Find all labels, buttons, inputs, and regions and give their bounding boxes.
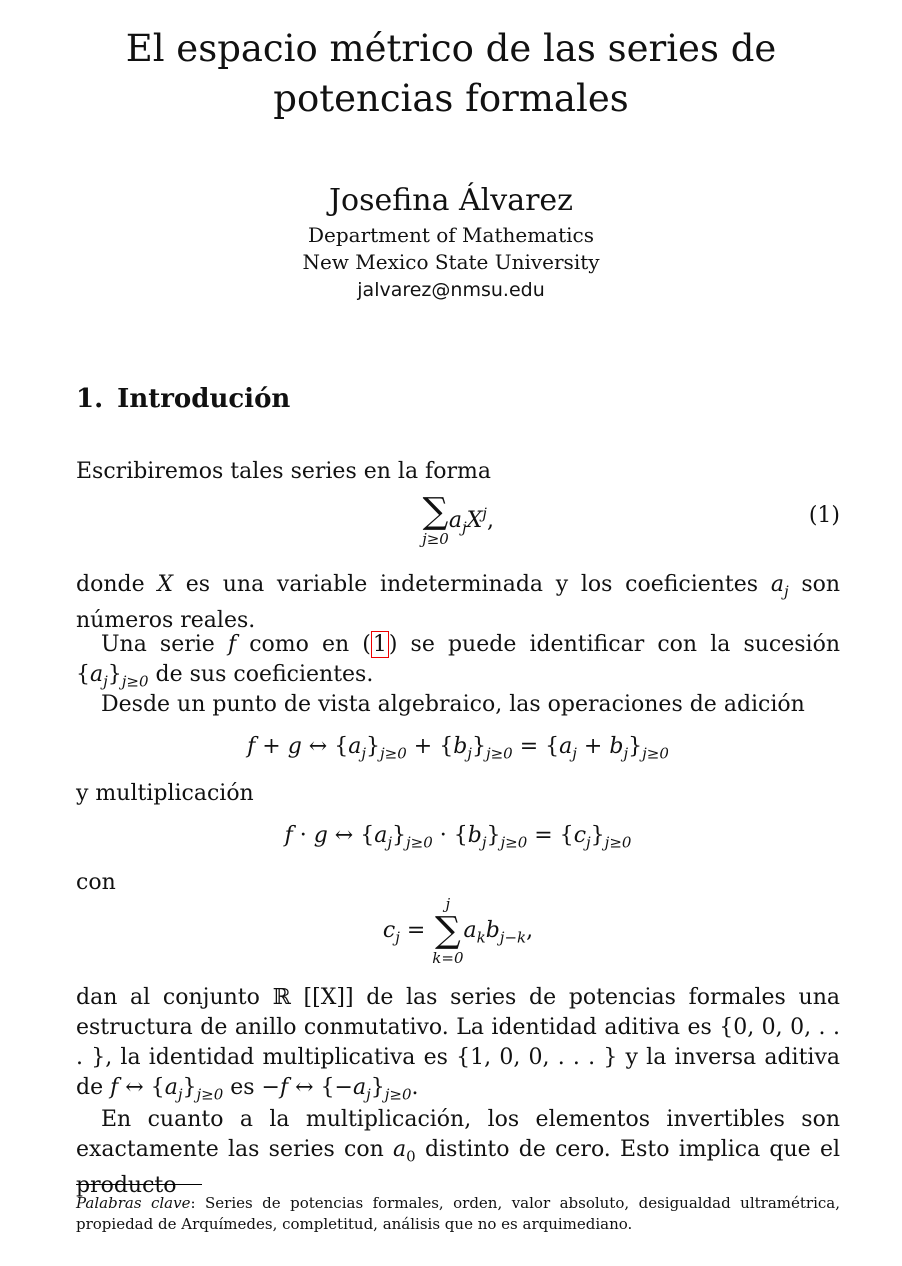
equation-1: ∑ j≥0 $a_jX^j$, (422, 491, 494, 548)
author-email: jalvarez@nmsu.edu (357, 279, 545, 301)
paragraph-1: Escribiremos tales series en la forma (76, 459, 491, 484)
paragraph-7: dan al conjunto ℝ [[X]] de las series de potencias formales una estructura de anillo conmutativo. La identidad aditiva es {0, 0, 0, . . . }, la identidad multiplicativa es {1, 0, 0, . . . } y la inversa aditiva de f ↔ $\{a_j\}_{j\ge 0}$ es −f ↔ $\{-a_j\}_{j\ge 0}$. (76, 985, 840, 1104)
paragraph-3: Una serie f como en (1) se puede identificar con la sucesión $\{a_j\}_{j\ge 0}$ de sus coeficientes. (76, 632, 840, 691)
author-university: New Mexico State University (302, 250, 600, 274)
equation-1-number: (1) (808, 503, 840, 528)
equation-addition: f + g ↔ $\{a_j\}_{j\ge 0} + \{b_j\}_{j\ge 0} = \{a_j + b_j\}_{j\ge 0}$ (247, 734, 669, 763)
paragraph-8: En cuanto a la multiplicación, los elementos invertibles son exactamente las series con $a_0$ distinto de cero. Esto implica que el producto (76, 1107, 840, 1199)
author-department: Department of Mathematics (307, 223, 594, 247)
author-name: Josefina Álvarez (329, 183, 573, 218)
section-heading: 1. Introdución (76, 384, 291, 414)
equation-convolution: $c_j$ = j ∑ k=0 $a_kb_{j-k}$, (382, 895, 534, 967)
paper-title: El espacio métrico de las series de potencias formales (125, 27, 777, 120)
paragraph-6: con (76, 870, 116, 895)
footnote-keywords: Palabras clave: Series de potencias formales, orden, valor absoluto, desigualdad ultramétrica, propiedad de Arquímedes, completitud, análisis que no es arquimediano. (76, 1194, 840, 1233)
equation-multiplication: f · g ↔ $\{a_j\}_{j\ge 0} \cdot \{b_j\}_{j\ge 0} = \{c_j\}_{j\ge 0}$ (284, 823, 632, 852)
paragraph-2: donde X es una variable indeterminada y los coeficientes $a_j$ son números reales. (76, 572, 841, 634)
paragraph-5: y multiplicación (76, 781, 254, 806)
equation-reference-link[interactable]: 1 (372, 632, 387, 657)
paragraph-4: Desde un punto de vista algebraico, las operaciones de adición (101, 692, 805, 717)
footnote-divider (76, 1184, 202, 1185)
